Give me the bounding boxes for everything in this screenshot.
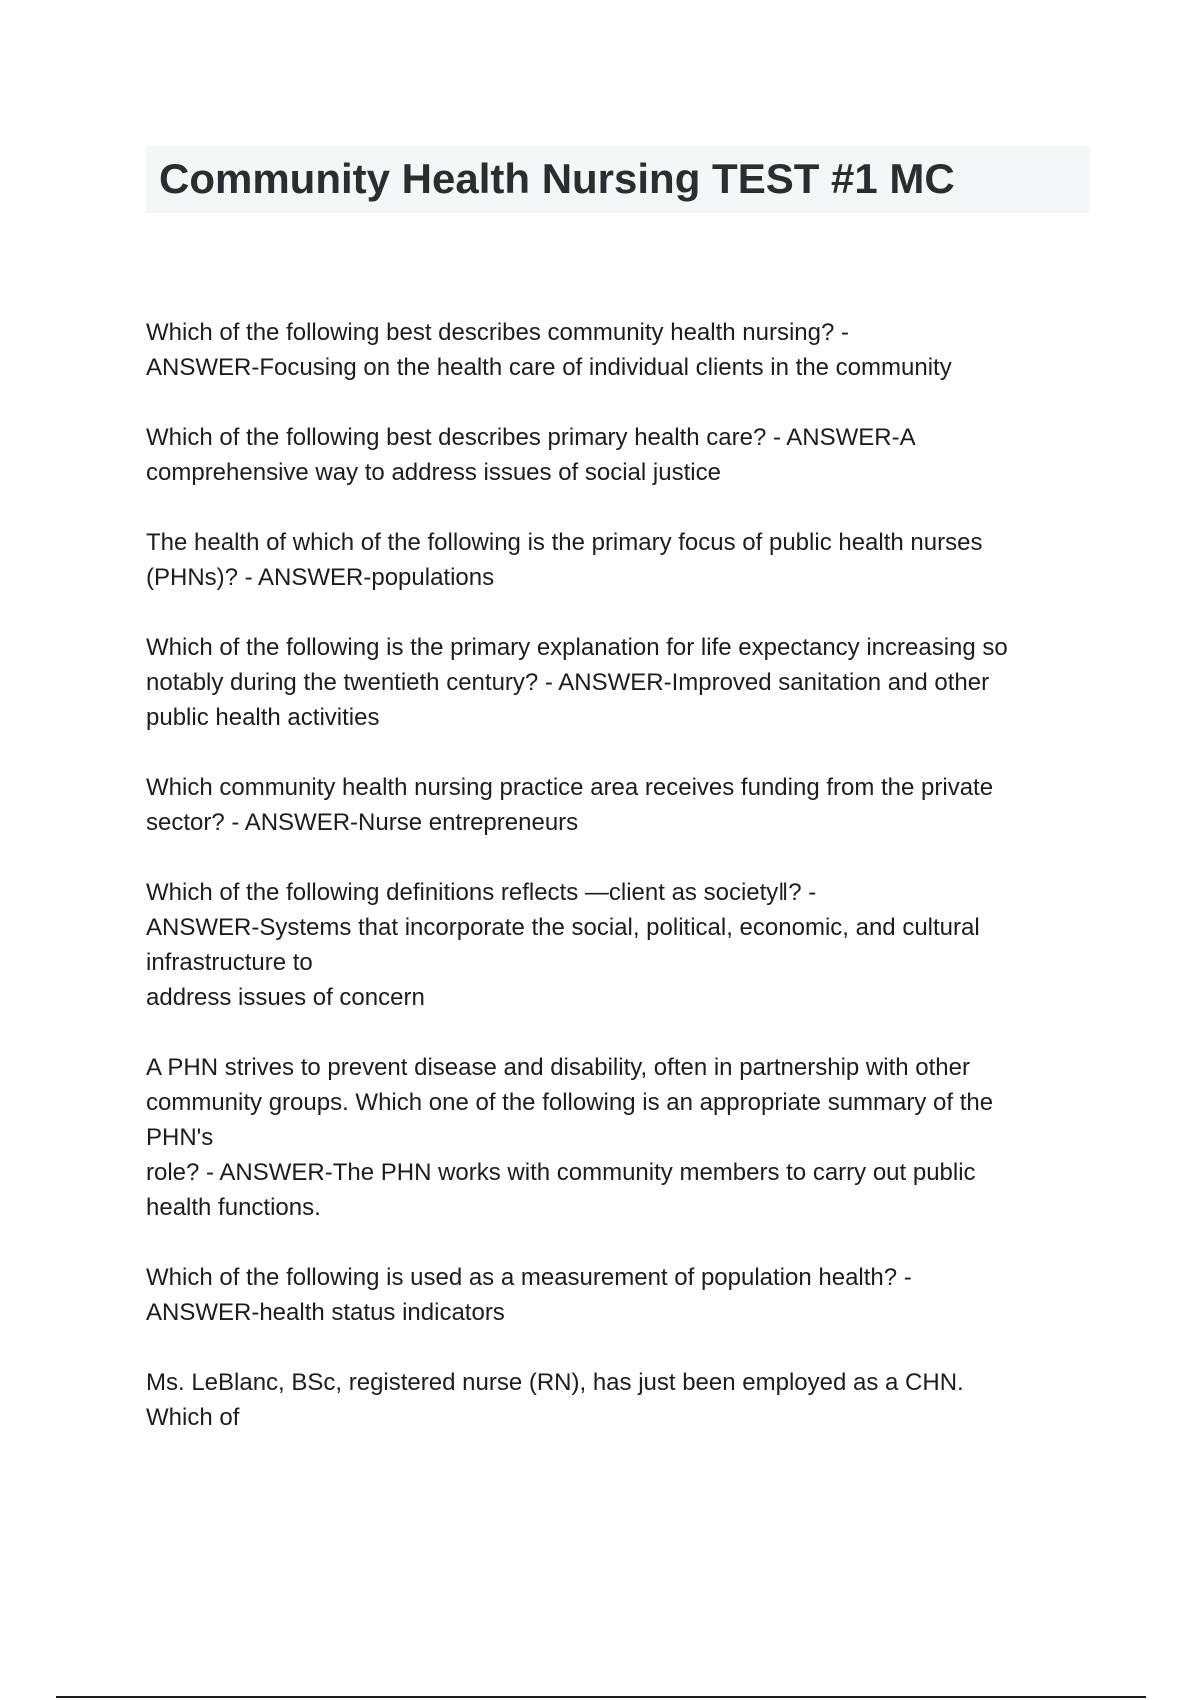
qa-item-9 bbox=[146, 1365, 1106, 1435]
qa-line: A PHN strives to prevent disease and disability, often in partnership with other bbox=[146, 1054, 970, 1081]
qa-line: ANSWER-health status indicators bbox=[146, 1299, 505, 1326]
qa-item-8 bbox=[146, 1260, 1106, 1330]
qa-line: Which of the following is used as a measurement of population health? - bbox=[146, 1264, 912, 1291]
qa-item-1 bbox=[146, 315, 1106, 385]
qa-line: health functions. bbox=[146, 1194, 321, 1221]
qa-line: address issues of concern bbox=[146, 984, 425, 1011]
qa-item-3 bbox=[146, 525, 1106, 595]
page-title: Community Health Nursing TEST #1 MC bbox=[159, 155, 955, 202]
qa-line: notably during the twentieth century? - ANSWER-Improved sanitation and other bbox=[146, 669, 990, 696]
qa-line: Which of bbox=[146, 1404, 240, 1431]
qa-item-7 bbox=[146, 1050, 1106, 1225]
qa-line: Which of the following definitions reflects ―client as society‖? - bbox=[146, 879, 817, 906]
footer-divider bbox=[56, 1696, 1146, 1698]
qa-line: ANSWER-Focusing on the health care of individual clients in the community bbox=[146, 354, 952, 381]
qa-line: infrastructure to bbox=[146, 949, 313, 976]
qa-line: role? - ANSWER-The PHN works with community members to carry out public bbox=[146, 1159, 976, 1186]
qa-line: Which of the following best describes primary health care? - ANSWER-A bbox=[146, 424, 916, 451]
qa-item-2 bbox=[146, 420, 1106, 490]
qa-line: comprehensive way to address issues of social justice bbox=[146, 459, 721, 486]
qa-item-5 bbox=[146, 770, 1106, 840]
qa-line: public health activities bbox=[146, 704, 380, 731]
qa-line: Which community health nursing practice area receives funding from the private bbox=[146, 774, 994, 801]
qa-line: sector? - ANSWER-Nurse entrepreneurs bbox=[146, 809, 579, 836]
qa-line: Which of the following is the primary explanation for life expectancy increasing so bbox=[146, 634, 1008, 661]
qa-line: ANSWER-Systems that incorporate the social, political, economic, and cultural bbox=[146, 914, 980, 941]
qa-line: PHN's bbox=[146, 1124, 214, 1151]
qa-item-4 bbox=[146, 630, 1106, 735]
qa-item-6 bbox=[146, 875, 1106, 1015]
qa-line: Which of the following best describes community health nursing? - bbox=[146, 319, 850, 346]
title-banner bbox=[146, 146, 1090, 213]
qa-line: The health of which of the following is the primary focus of public health nurses bbox=[146, 529, 983, 556]
question-answer-list bbox=[146, 315, 1106, 1470]
qa-line: (PHNs)? - ANSWER-populations bbox=[146, 564, 495, 591]
qa-line: community groups. Which one of the following is an appropriate summary of the bbox=[146, 1089, 994, 1116]
qa-line: Ms. LeBlanc, BSc, registered nurse (RN), has just been employed as a CHN. bbox=[146, 1369, 964, 1396]
